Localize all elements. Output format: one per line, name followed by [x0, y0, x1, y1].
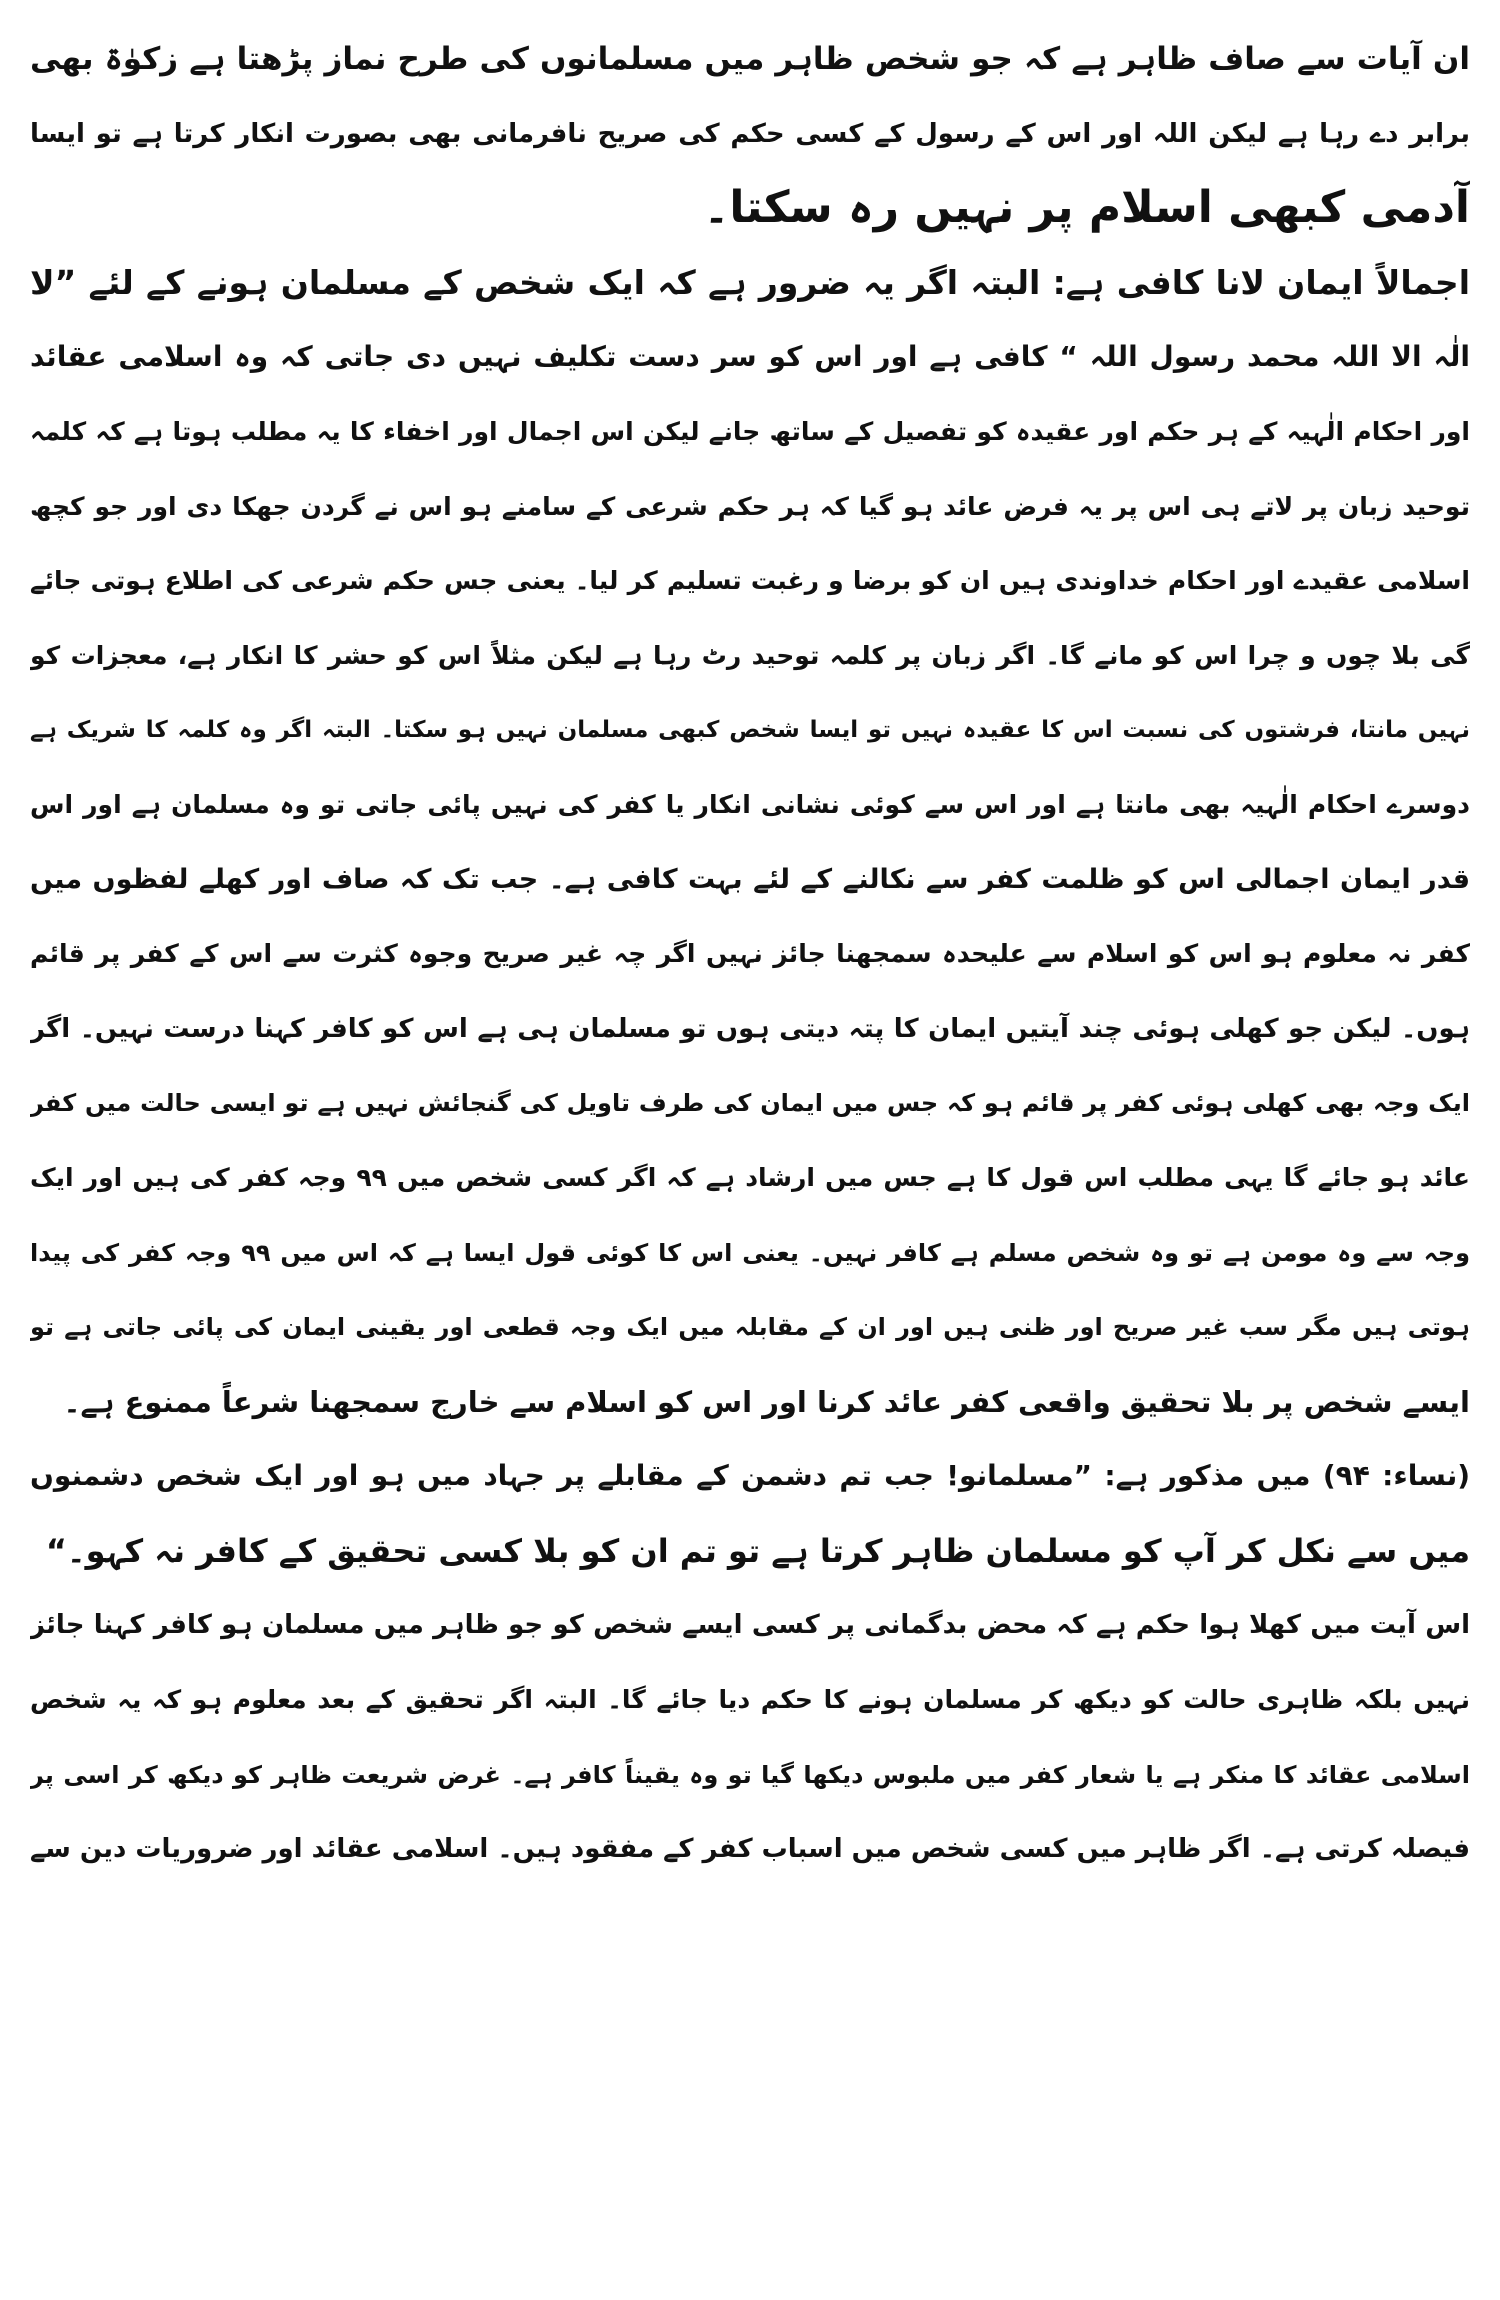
text-line: ان آیات سے صاف ظاہر ہے کہ جو شخص ظاہر میں مسلمانوں کی طرح نماز پڑھتا ہے زکوٰۃ بھی	[30, 41, 1470, 77]
text-line: اور احکام الٰہیہ کے ہر حکم اور عقیدہ کو تفصیل کے ساتھ جانے لیکن اس اجمال اور اخفاء کا یہ مطلب ہوتا ہے کہ کلمہ	[30, 416, 1470, 446]
text-line: نہیں مانتا، فرشتوں کی نسبت اس کا عقیدہ نہیں تو ایسا شخص کبھی مسلمان نہیں ہو سکتا۔ البتہ اگر وہ کلمہ کا شریک ہے	[30, 717, 1470, 744]
text-line: آدمی کبھی اسلام پر نہیں رہ سکتا۔	[703, 182, 1470, 234]
text-line: اسلامی عقیدے اور احکام خداوندی ہیں ان کو برضا و رغبت تسلیم کر لیا۔ یعنی جس حکم شرعی کی اطلاع ہوتی جائے	[30, 566, 1470, 596]
citation-line: (نساء: ۹۴) میں مذکور ہے: ”مسلمانو! جب تم دشمن کے مقابلے پر جہاد میں ہو اور ایک شخص دشمنوں	[30, 1459, 1470, 1493]
section-heading-line: اجمالاً ایمان لانا کافی ہے: البتہ اگر یہ ضرور ہے کہ ایک شخص کے مسلمان ہونے کے لئے ”لا	[30, 262, 1470, 302]
text-line: گی بلا چوں و چرا اس کو مانے گا۔ اگر زبان پر کلمہ توحید رٹ رہا ہے لیکن مثلاً اس کو حشر کا انکار ہے، معجزات کو	[30, 640, 1470, 670]
text-line: وجہ سے وہ مومن ہے تو وہ شخص مسلم ہے کافر نہیں۔ یعنی اس کا کوئی قول ایسا ہے کہ اس میں ۹۹ وجہ کفر کی پیدا	[30, 1238, 1470, 1267]
text-line: عائد ہو جائے گا یہی مطلب اس قول کا ہے جس میں ارشاد ہے کہ اگر کسی شخص میں ۹۹ وجہ کفر کی ہیں اور ایک	[30, 1162, 1470, 1192]
text-line: توحید زبان پر لاتے ہی اس پر یہ فرض عائد ہو گیا کہ ہر حکم شرعی کے سامنے ہو اس نے گردن جھکا دی اور جو کچھ	[30, 491, 1470, 521]
text-line: دوسرے احکام الٰہیہ بھی مانتا ہے اور اس سے کوئی نشانی انکار یا کفر کی نہیں پائی جاتی تو وہ مسلمان ہے اور اس	[30, 789, 1470, 819]
citation-line: میں سے نکل کر آپ کو مسلمان ظاہر کرتا ہے تو تم ان کو بلا کسی تحقیق کے کافر نہ کہو۔“	[45, 1531, 1470, 1570]
text-line: اسلامی عقائد کا منکر ہے یا شعار کفر میں ملبوس دیکھا گیا تو وہ یقیناً کافر ہے۔ غرض شریعت ظاہر کو دیکھ کر اسی پر	[30, 1760, 1470, 1789]
text-line: ایسے شخص پر بلا تحقیق واقعی کفر عائد کرنا اور اس کو اسلام سے خارج سمجھنا شرعاً ممنوع ہے۔	[63, 1384, 1470, 1419]
text-line: ایک وجہ بھی کھلی ہوئی کفر پر قائم ہو کہ جس میں ایمان کی طرف تاویل کی گنجائش نہیں ہے تو ایسی حالت میں کفر	[30, 1089, 1470, 1118]
text-line: کفر نہ معلوم ہو اس کو اسلام سے علیحدہ سمجھنا جائز نہیں اگر چہ غیر صریح وجوہ کثرت سے اس کے کفر پر قائم	[30, 939, 1470, 969]
text-line: قدر ایمان اجمالی اس کو ظلمت کفر سے نکالنے کے لئے بہت کافی ہے۔ جب تک کہ صاف اور کھلے لفظوں میں	[30, 863, 1470, 895]
text-line: ہوں۔ لیکن جو کھلی ہوئی چند آیتیں ایمان کا پتہ دیتی ہوں تو مسلمان ہی ہے اس کو کافر کہنا درست نہیں۔ اگر	[30, 1013, 1470, 1044]
text-line: نہیں بلکہ ظاہری حالت کو دیکھ کر مسلمان ہونے کا حکم دیا جائے گا۔ البتہ اگر تحقیق کے بعد معلوم ہو کہ یہ شخص	[30, 1685, 1470, 1715]
text-line: فیصلہ کرتی ہے۔ اگر ظاہر میں کسی شخص میں اسباب کفر کے مفقود ہیں۔ اسلامی عقائد اور ضروریات دین سے	[30, 1834, 1470, 1865]
text-line: اس آیت میں کھلا ہوا حکم ہے کہ محض بدگمانی پر کسی ایسے شخص کو جو ظاہر میں مسلمان ہو کافر کہنا جائز	[30, 1610, 1470, 1641]
text-line: الٰہ الا اللہ محمد رسول اللہ “ کافی ہے اور اس کو سر دست تکلیف نہیں دی جاتی کہ وہ اسلامی عقائد	[30, 340, 1470, 374]
text-line: برابر دے رہا ہے لیکن اللہ اور اس کے رسول کے کسی حکم کی صریح نافرمانی بھی بصورت انکار کرتا ہے تو ایسا	[30, 118, 1470, 149]
text-line: ہوتی ہیں مگر سب غیر صریح اور ظنی ہیں اور ان کے مقابلہ میں ایک وجہ قطعی اور یقینی ایمان کی پائی جاتی ہے تو	[30, 1313, 1470, 1342]
